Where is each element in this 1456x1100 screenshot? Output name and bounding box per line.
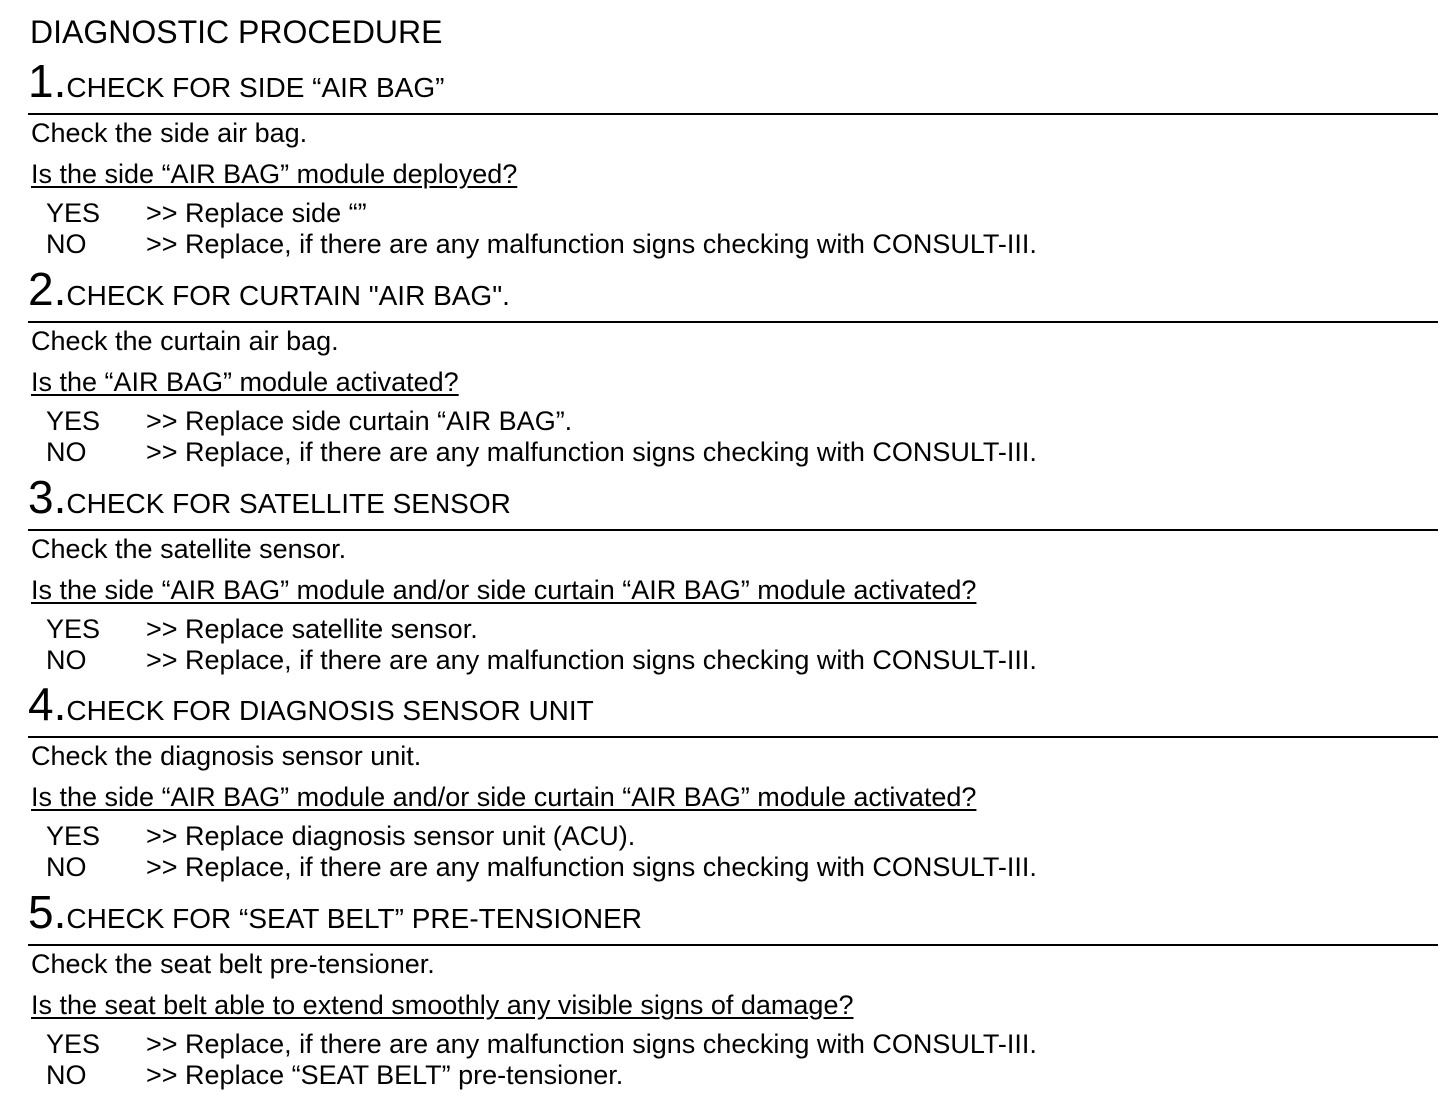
answer-yes	[0, 820, 1400, 852]
answer-key: NO	[46, 645, 87, 675]
answer-text: >> Replace “SEAT BELT” pre-tensioner.	[146, 1060, 624, 1090]
step-heading: CHECK FOR SIDE “AIR BAG”	[66, 72, 445, 103]
step-number: 1.	[28, 55, 67, 107]
step-5	[0, 887, 1456, 1095]
answer-key: YES	[46, 821, 101, 851]
step-4	[0, 679, 1456, 887]
answer-no	[0, 436, 1400, 468]
answer-key: NO	[46, 1060, 87, 1090]
step-number: 5.	[28, 886, 67, 938]
answer-no	[0, 1059, 1400, 1091]
answer-no	[0, 851, 1400, 883]
step-number: 4.	[28, 678, 67, 730]
step-2	[0, 264, 1456, 472]
step-header	[28, 264, 510, 314]
step-heading: CHECK FOR CURTAIN "AIR BAG".	[66, 280, 510, 311]
answer-text: >> Replace, if there are any malfunction signs checking with CONSULT-III.	[146, 437, 1037, 467]
step-3	[0, 472, 1456, 680]
answer-text: >> Replace, if there are any malfunction signs checking with CONSULT-III.	[146, 229, 1037, 259]
step-header	[28, 56, 444, 106]
answer-yes	[0, 197, 1400, 229]
step-instruction: Check the side air bag.	[31, 118, 308, 148]
answer-text: >> Replace, if there are any malfunction signs checking with CONSULT-III.	[146, 1029, 1037, 1059]
answer-yes	[0, 1028, 1400, 1060]
step-instruction: Check the seat belt pre-tensioner.	[31, 949, 435, 979]
step-heading: CHECK FOR SATELLITE SENSOR	[66, 488, 511, 519]
step-header	[28, 472, 511, 522]
answer-no	[0, 228, 1400, 260]
step-instruction: Check the satellite sensor.	[31, 534, 347, 564]
step-divider	[28, 944, 1438, 946]
step-question: Is the “AIR BAG” module activated?	[31, 367, 459, 397]
answer-text: >> Replace, if there are any malfunction signs checking with CONSULT-III.	[146, 852, 1037, 882]
step-question: Is the side “AIR BAG” module deployed?	[31, 159, 518, 189]
step-heading: CHECK FOR DIAGNOSIS SENSOR UNIT	[66, 695, 594, 726]
answer-key: NO	[46, 852, 87, 882]
answer-no	[0, 644, 1400, 676]
step-divider	[28, 736, 1438, 738]
step-question: Is the side “AIR BAG” module and/or side curtain “AIR BAG” module activated?	[31, 782, 977, 812]
step-instruction: Check the diagnosis sensor unit.	[31, 741, 422, 771]
step-divider	[28, 113, 1438, 115]
answer-text: >> Replace side “”	[146, 198, 367, 228]
step-question: Is the side “AIR BAG” module and/or side curtain “AIR BAG” module activated?	[31, 575, 977, 605]
step-header	[28, 679, 594, 729]
answer-key: YES	[46, 614, 101, 644]
answer-key: YES	[46, 406, 101, 436]
step-1	[0, 56, 1456, 264]
step-divider	[28, 529, 1438, 531]
answer-key: NO	[46, 437, 87, 467]
step-number: 2.	[28, 263, 67, 315]
answer-yes	[0, 613, 1400, 645]
answer-key: YES	[46, 198, 101, 228]
answer-key: YES	[46, 1029, 101, 1059]
step-question: Is the seat belt able to extend smoothly any visible signs of damage?	[31, 990, 854, 1020]
step-header	[28, 887, 642, 937]
step-number: 3.	[28, 471, 67, 523]
step-instruction: Check the curtain air bag.	[31, 326, 339, 356]
step-divider	[28, 321, 1438, 323]
answer-text: >> Replace side curtain “AIR BAG”.	[146, 406, 573, 436]
page-title: DIAGNOSTIC PROCEDURE	[30, 14, 443, 50]
answer-text: >> Replace diagnosis sensor unit (ACU).	[146, 821, 636, 851]
answer-text: >> Replace, if there are any malfunction signs checking with CONSULT-III.	[146, 645, 1037, 675]
answer-yes	[0, 405, 1400, 437]
answer-text: >> Replace satellite sensor.	[146, 614, 478, 644]
step-heading: CHECK FOR “SEAT BELT” PRE-TENSIONER	[66, 903, 643, 934]
answer-key: NO	[46, 229, 87, 259]
